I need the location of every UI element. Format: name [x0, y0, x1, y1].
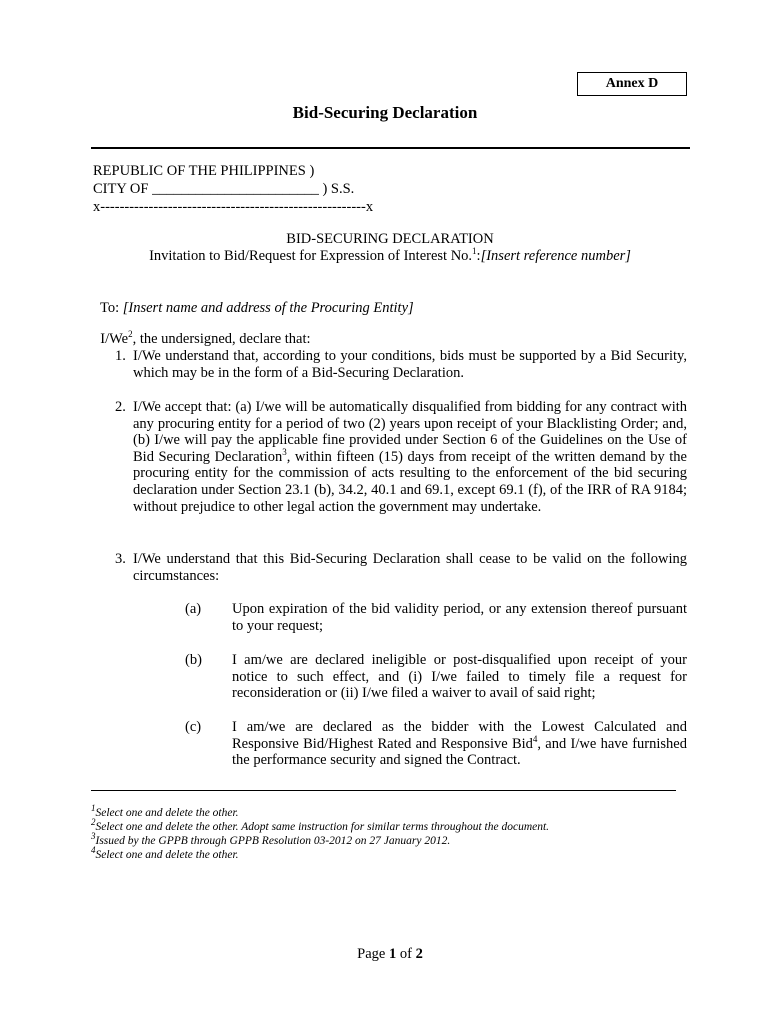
invitation-colon: : [476, 248, 481, 264]
footnote-mark: 2 [91, 817, 96, 828]
footnote-mark: 1 [91, 803, 96, 814]
item-text-part: , within fifteen (15) days from receipt of the written demand by the procuring entity for the commission of acts resulting to the enforcement of the bid securing declaration under Section 23.1 (b), 34.2, 40.1 and 69.1, except 69.1 (f), of the IRR of RA 9184; without prejudice to other legal action the government may undertake. [133, 448, 687, 515]
page-middle: of [396, 946, 416, 962]
to-line [93, 283, 414, 317]
declaration-heading: BID-SECURING DECLARATION [286, 231, 494, 247]
item-text: I/We understand that this Bid-Securing Declaration shall cease to be valid on the following circumstances: [133, 551, 687, 584]
page-prefix: Page [357, 946, 389, 962]
footnote-ref-4: 4 [532, 733, 538, 744]
separator-line: x-------------------------------------------------------x [93, 199, 374, 215]
footnotes [91, 803, 691, 862]
annex-label: Annex D [577, 72, 687, 96]
footnote-ref-3: 3 [282, 446, 287, 457]
item-number: 3. [115, 551, 126, 567]
footnote-text: Issued by the GPPB through GPPB Resolution 03-2012 on 27 January 2012. [95, 835, 451, 847]
intro-text: I/We [100, 331, 129, 347]
item-text: I/We understand that, according to your conditions, bids must be supported by a Bid Security, which may be in the form of a Bid-Securing Declaration. [133, 348, 687, 381]
procuring-entity-placeholder: [Insert name and address of the Procuring Entity] [122, 300, 414, 316]
reference-placeholder: [Insert reference number] [480, 248, 631, 264]
subitem-text: Upon expiration of the bid validity period, or any extension thereof pursuant to your request; [232, 601, 687, 634]
subitem-text-part: , and I/we have furnished the performance security and signed the Contract. [232, 735, 687, 769]
subitem-text-part: I am/we are declared as the bidder with the Lowest Calculated and Responsive Bid/Highest Rated and Responsive Bid [232, 719, 687, 752]
footnote-ref-1: 1 [472, 246, 477, 257]
invitation-line [0, 248, 770, 265]
title-rule [91, 147, 690, 149]
footnote-text: Select one and delete the other. [95, 807, 239, 819]
to-prefix: To: [100, 300, 123, 316]
footnote [91, 845, 691, 862]
subitem-text: I am/we are declared ineligible or post-disqualified upon receipt of your notice to such effect, and (i) I/we failed to timely file a request for reconsideration or (ii) I/we filed a waiver to avail of said right; [232, 652, 687, 702]
footnote [91, 817, 691, 834]
item-number: 2. [115, 399, 126, 415]
republic-line: REPUBLIC OF THE PHILIPPINES ) [93, 163, 315, 179]
subitem-label: (b) [185, 652, 202, 668]
subitem-label: (a) [185, 601, 202, 617]
page-current: 1 [388, 946, 397, 962]
intro-line [93, 314, 311, 348]
invitation-prefix: Invitation to Bid/Request for Expression of Interest No. [149, 248, 473, 264]
page-number [0, 946, 770, 963]
footnote-text: Select one and delete the other. Adopt same instruction for similar terms throughout the document. [95, 821, 550, 833]
footnote-mark: 3 [91, 831, 96, 842]
footnote-text: Select one and delete the other. [95, 849, 239, 861]
document-title: Bid-Securing Declaration [292, 103, 478, 122]
subitem-label: (c) [185, 719, 202, 735]
footnote [91, 831, 691, 848]
footnote [91, 803, 691, 820]
footnote-rule [91, 790, 676, 791]
footnote-ref-2: 2 [128, 329, 133, 340]
intro-rest: , the undersigned, declare that: [132, 331, 311, 347]
item-text [133, 399, 687, 515]
city-line: CITY OF _______________________ ) S.S. [93, 181, 355, 197]
footnote-mark: 4 [91, 845, 96, 856]
page-total: 2 [415, 946, 423, 962]
item-text-part: I/We accept that: (a) I/we will be automatically disqualified from bidding for any contract with any procuring entity for a period of two (2) years upon receipt of your Blacklisting Order; and, (b) I/we will pay the applicable fine provided under Section 6 of the Guidelines on the Use of Bid Securing Declaration [133, 399, 687, 465]
item-number: 1. [115, 348, 126, 364]
subitem-text [232, 719, 687, 769]
